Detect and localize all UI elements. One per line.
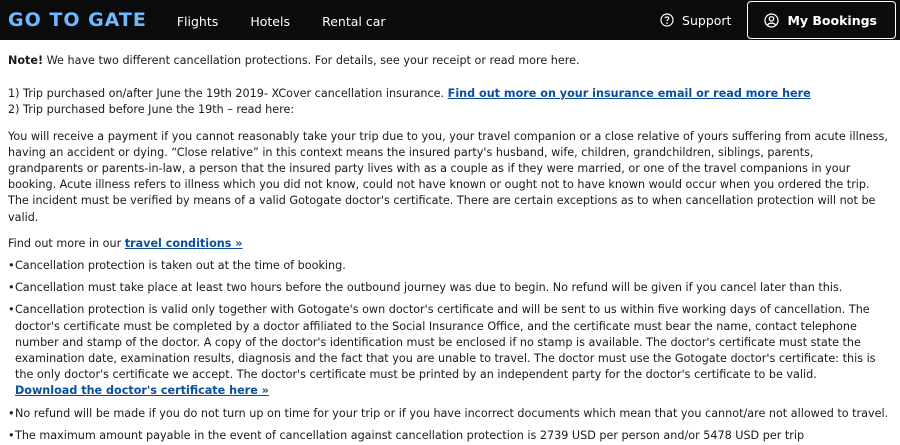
insurance-info-link[interactable]: Find out more on your insurance email or read more here xyxy=(447,87,811,101)
my-bookings-label: My Bookings xyxy=(787,12,877,28)
gotogate-logo[interactable]: GO TO GATE xyxy=(8,9,147,31)
main-nav xyxy=(177,11,413,30)
trip-option-1 xyxy=(8,86,890,102)
support-link[interactable] xyxy=(660,13,731,28)
support-label: Support xyxy=(682,12,732,28)
note-text: We have two different cancellation protections. For details, see your receipt or read more here. xyxy=(43,54,580,67)
trip-option-2: 2) Trip purchased before June the 19th – read here: xyxy=(8,103,295,117)
user-circle-icon xyxy=(764,13,779,28)
list-item: • No refund will be made if you do not turn up on time for your trip or if you have incorrect documents which mean that you cannot/are not allowed to travel. xyxy=(8,406,890,422)
nav-hotels[interactable]: Hotels xyxy=(250,13,290,29)
nav-flights[interactable]: Flights xyxy=(176,13,219,29)
doctor-certificate-text: Cancellation protection is valid only together with Gotogate's own doctor's certificate and will be sent to us within five working days of cancellation. The doctor's certificate must be completed by a doctor affiliated to the Social Insurance Office, and the certificate must bear the name, contact telephone number and stamp of the doctor. A copy of the doctor's identification must be enclosed if no stamp is available. The doctor's certificate must state the examination date, examination results, diagnosis and the fact that you are unable to travel. The doctor must use the Gotogate doctor's certificate: this is the only doctor's certificate we accept. The doctor's certificate must be printed by an independent party for the doctor's certificate to be valid. xyxy=(15,303,876,382)
download-certificate-link[interactable]: Download the doctor's certificate here » xyxy=(15,384,269,398)
conditions-list xyxy=(8,258,890,444)
nav-rental-car[interactable]: Rental car xyxy=(322,13,386,29)
list-item: • The maximum amount payable in the event of cancellation against cancellation protection is 2739 USD per person and/or 5478 USD per trip xyxy=(8,428,890,444)
question-circle-icon xyxy=(660,13,674,27)
list-item: • Cancellation must take place at least two hours before the outbound journey was due to begin. No refund will be given if you cancel later than this. xyxy=(8,280,890,296)
top-navigation-bar xyxy=(0,0,900,40)
find-out-more-text: Find out more in our xyxy=(8,236,125,250)
travel-conditions-link[interactable]: travel conditions » xyxy=(124,236,243,250)
cancellation-info xyxy=(0,40,900,444)
header-actions xyxy=(660,0,892,40)
find-out-more xyxy=(8,236,890,252)
list-item: • Cancellation protection is taken out at the time of booking. xyxy=(8,258,890,274)
note-paragraph xyxy=(8,53,890,69)
cancellation-description: You will receive a payment if you cannot reasonably take your trip due to you, your travel companion or a close relative of yours suffering from acute illness, having an accident or dying. “Close relative” in this context means the insured party's husband, wife, children, grandchildren, siblings, parents, grandparents or parents-in-law, a person that the insured party lives with as a couple as if they were married, or one of the travel companions in your booking. Acute illness refers to illness which you did not know, could not have known or ought not to have known would occur when you ordered the trip. The incident must be verified by means of a valid Gotogate doctor's certificate. There are certain exceptions as to when cancellation protection will not be valid. xyxy=(8,129,888,224)
trip-option-1-text: 1) Trip purchased on/after June the 19th 2019- XCover cancellation insurance. xyxy=(8,87,448,101)
my-bookings-button[interactable] xyxy=(747,1,896,39)
list-item xyxy=(8,302,890,399)
note-label: Note! xyxy=(8,54,44,67)
